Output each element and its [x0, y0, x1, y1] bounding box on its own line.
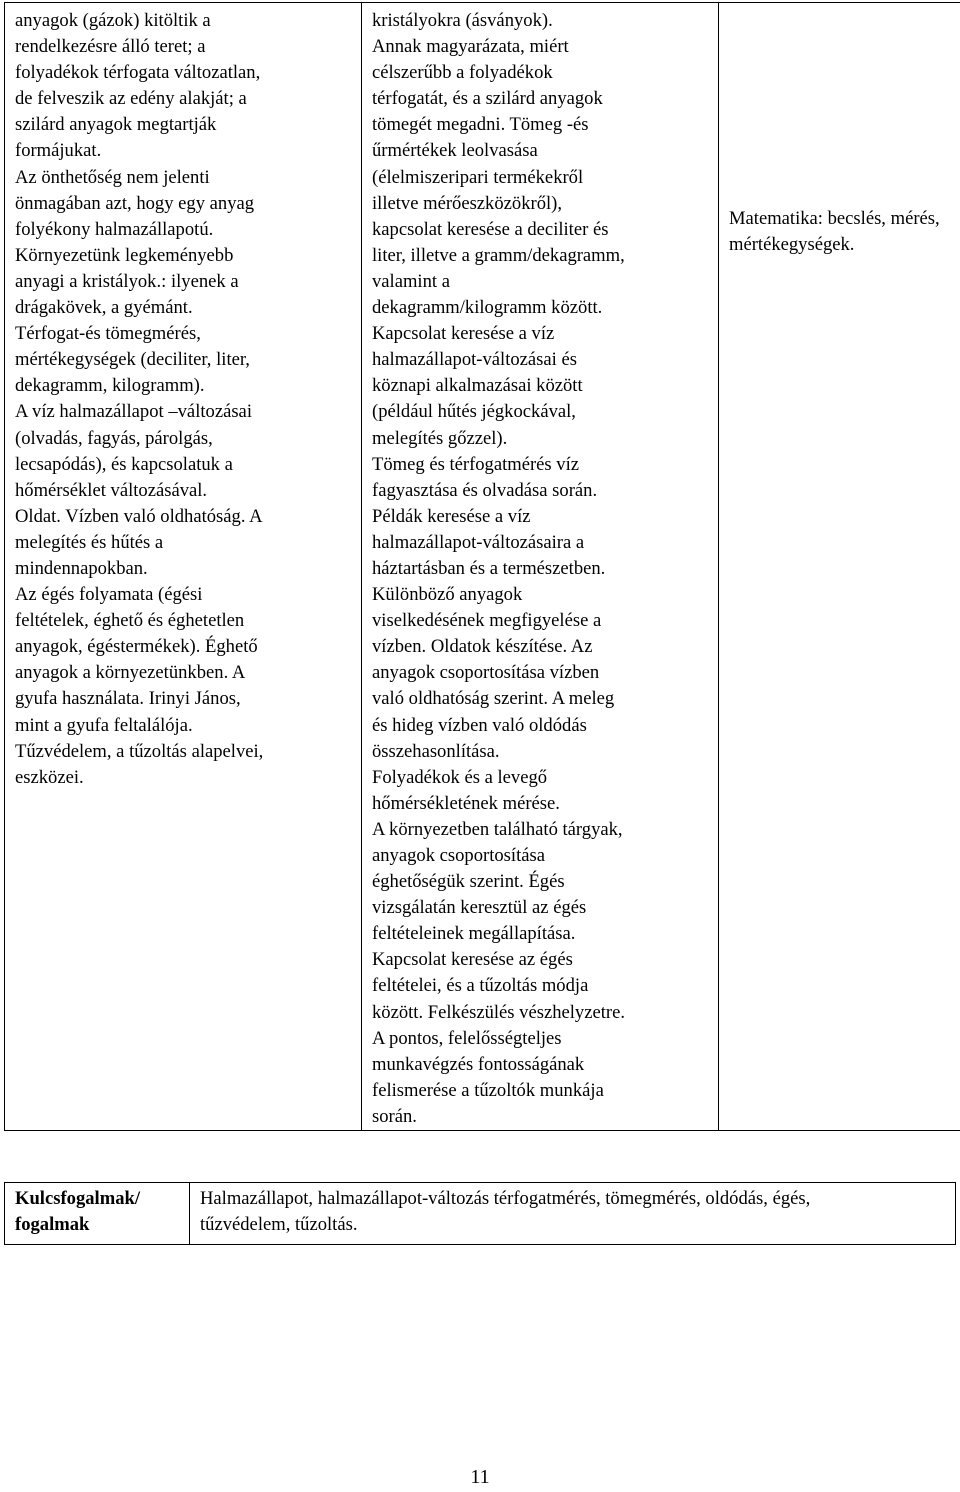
text-line: feltételeinek megállapítása.	[372, 923, 576, 945]
topics-text	[15, 8, 351, 791]
text-line: munkavégzés fontosságának	[372, 1053, 585, 1075]
activities-text	[372, 8, 708, 1130]
key-concepts-text-line: Halmazállapot, halmazállapot-változás térfogatmérés, tömegmérés, oldódás, égés,	[200, 1188, 811, 1209]
key-concepts-label-line: Kulcsfogalmak/	[15, 1188, 140, 1209]
text-line: A pontos, felelősségteljes	[372, 1027, 562, 1049]
text-line: Az égés folyamata (égési	[15, 584, 203, 606]
text-line: halmazállapot-változásai és	[372, 349, 577, 371]
text-line: Tűzvédelem, a tűzoltás alapelvei,	[15, 740, 264, 762]
text-line: köznapi alkalmazásai között	[372, 375, 583, 397]
text-line: térfogatát, és a szilárd anyagok	[372, 88, 603, 110]
key-concepts-label	[5, 1183, 190, 1245]
page-number: 11	[470, 1466, 490, 1488]
connections-text	[729, 206, 960, 258]
text-line: éghetőségük szerint. Égés	[372, 871, 565, 893]
text-line: összehasonlítása.	[372, 740, 500, 762]
text-line: vízben. Oldatok készítése. Az	[372, 636, 593, 658]
text-line: felismerése a tűzoltók munkája	[372, 1079, 604, 1101]
text-line: lecsapódás), és kapcsolatuk a	[15, 453, 233, 475]
text-line: anyagok, égéstermékek). Éghető	[15, 636, 258, 658]
text-line: hőmérsékletének mérése.	[372, 792, 560, 814]
text-line: eszközei.	[15, 766, 84, 788]
text-line: melegítés gőzzel).	[372, 427, 508, 449]
text-line: gyufa használata. Irinyi János,	[15, 688, 241, 710]
text-line: A környezetben található tárgyak,	[372, 818, 623, 840]
text-line: dekagramm, kilogramm).	[15, 375, 205, 397]
text-line: folyadékok térfogata változatlan,	[15, 62, 261, 84]
text-line: de felveszik az edény alakját; a	[15, 88, 247, 110]
key-concepts-table	[4, 1182, 956, 1245]
connections-column	[719, 3, 960, 1131]
text-line: szilárd anyagok megtartják	[15, 114, 217, 136]
key-concepts-label-line: fogalmak	[15, 1214, 90, 1235]
text-line: háztartásban és a természetben.	[372, 557, 606, 579]
text-line: Tömeg és térfogatmérés víz	[372, 453, 580, 475]
text-line: viselkedésének megfigyelése a	[372, 610, 602, 632]
text-line: mindennapokban.	[15, 557, 148, 579]
key-concepts-text	[190, 1183, 956, 1245]
text-line: kapcsolat keresése a deciliter és	[372, 218, 609, 240]
text-line: rendelkezésre álló teret; a	[15, 36, 206, 58]
text-line: feltételei, és a tűzoltás módja	[372, 975, 589, 997]
text-line: Térfogat-és tömegmérés,	[15, 323, 201, 345]
text-line: Matematika: becslés, mérés,	[729, 208, 940, 229]
text-line: Oldat. Vízben való oldhatóság. A	[15, 505, 263, 527]
text-line: valamint a	[372, 270, 450, 292]
text-line: kristályokra (ásványok).	[372, 10, 553, 31]
text-line: mértékegységek (deciliter, liter,	[15, 349, 250, 371]
text-line: Különböző anyagok	[372, 584, 523, 606]
text-line: Folyadékok és a levegő	[372, 766, 548, 788]
text-line: során.	[372, 1105, 417, 1127]
text-line: Kapcsolat keresése a víz	[372, 323, 555, 345]
text-line: mértékegységek.	[729, 234, 855, 256]
text-line: tömegét megadni. Tömeg -és	[372, 114, 589, 136]
text-line: A víz halmazállapot –változásai	[15, 401, 252, 423]
text-line: önmagában azt, hogy egy anyag	[15, 192, 255, 214]
text-line: folyékony halmazállapotú.	[15, 218, 214, 240]
text-line: anyagok a környezetünkben. A	[15, 662, 246, 684]
text-line: anyagok csoportosítása vízben	[372, 662, 600, 684]
text-line: között. Felkészülés vészhelyzetre.	[372, 1001, 625, 1023]
text-line: anyagok csoportosítása	[372, 845, 545, 866]
text-line: Annak magyarázata, miért	[372, 36, 569, 58]
text-line: való oldhatóság szerint. A meleg	[372, 688, 615, 710]
text-line: mint a gyufa feltalálója.	[15, 714, 193, 736]
text-line: halmazállapot-változásaira a	[372, 531, 585, 553]
text-line: (élelmiszeripari termékekről	[372, 166, 584, 188]
text-line: feltételek, éghető és éghetetlen	[15, 610, 245, 632]
activities-column	[362, 3, 719, 1131]
text-line: anyagok (gázok) kitöltik a	[15, 10, 211, 31]
text-line: Kapcsolat keresése az égés	[372, 949, 573, 971]
topics-column	[5, 3, 362, 1131]
text-line: (például hűtés jégkockával,	[372, 401, 576, 423]
text-line: liter, illetve a gramm/dekagramm,	[372, 244, 625, 266]
text-line: dekagramm/kilogramm között.	[372, 297, 603, 319]
text-line: fagyasztása és olvadása során.	[372, 479, 598, 501]
text-line: hőmérséklet változásával.	[15, 479, 208, 501]
text-line: Az önthetőség nem jelenti	[15, 166, 210, 188]
text-line: vizsgálatán keresztül az égés	[372, 897, 587, 919]
text-line: drágakövek, a gyémánt.	[15, 297, 193, 319]
text-line: célszerűbb a folyadékok	[372, 62, 553, 84]
key-concepts-text-line: tűzvédelem, tűzoltás.	[200, 1214, 358, 1235]
text-line: (olvadás, fagyás, párolgás,	[15, 427, 213, 449]
text-line: formájukat.	[15, 140, 102, 162]
text-line: és hideg vízben való oldódás	[372, 714, 587, 736]
table-row	[5, 1183, 956, 1245]
text-line: Környezetünk legkeményebb	[15, 244, 234, 266]
text-line: Példák keresése a víz	[372, 505, 531, 527]
content-table	[4, 2, 960, 1131]
text-line: anyagi a kristályok.: ilyenek a	[15, 270, 239, 292]
text-line: űrmértékek leolvasása	[372, 140, 538, 162]
text-line: melegítés és hűtés a	[15, 531, 164, 553]
table-row	[5, 3, 960, 1131]
text-line: illetve mérőeszközökről),	[372, 192, 562, 214]
